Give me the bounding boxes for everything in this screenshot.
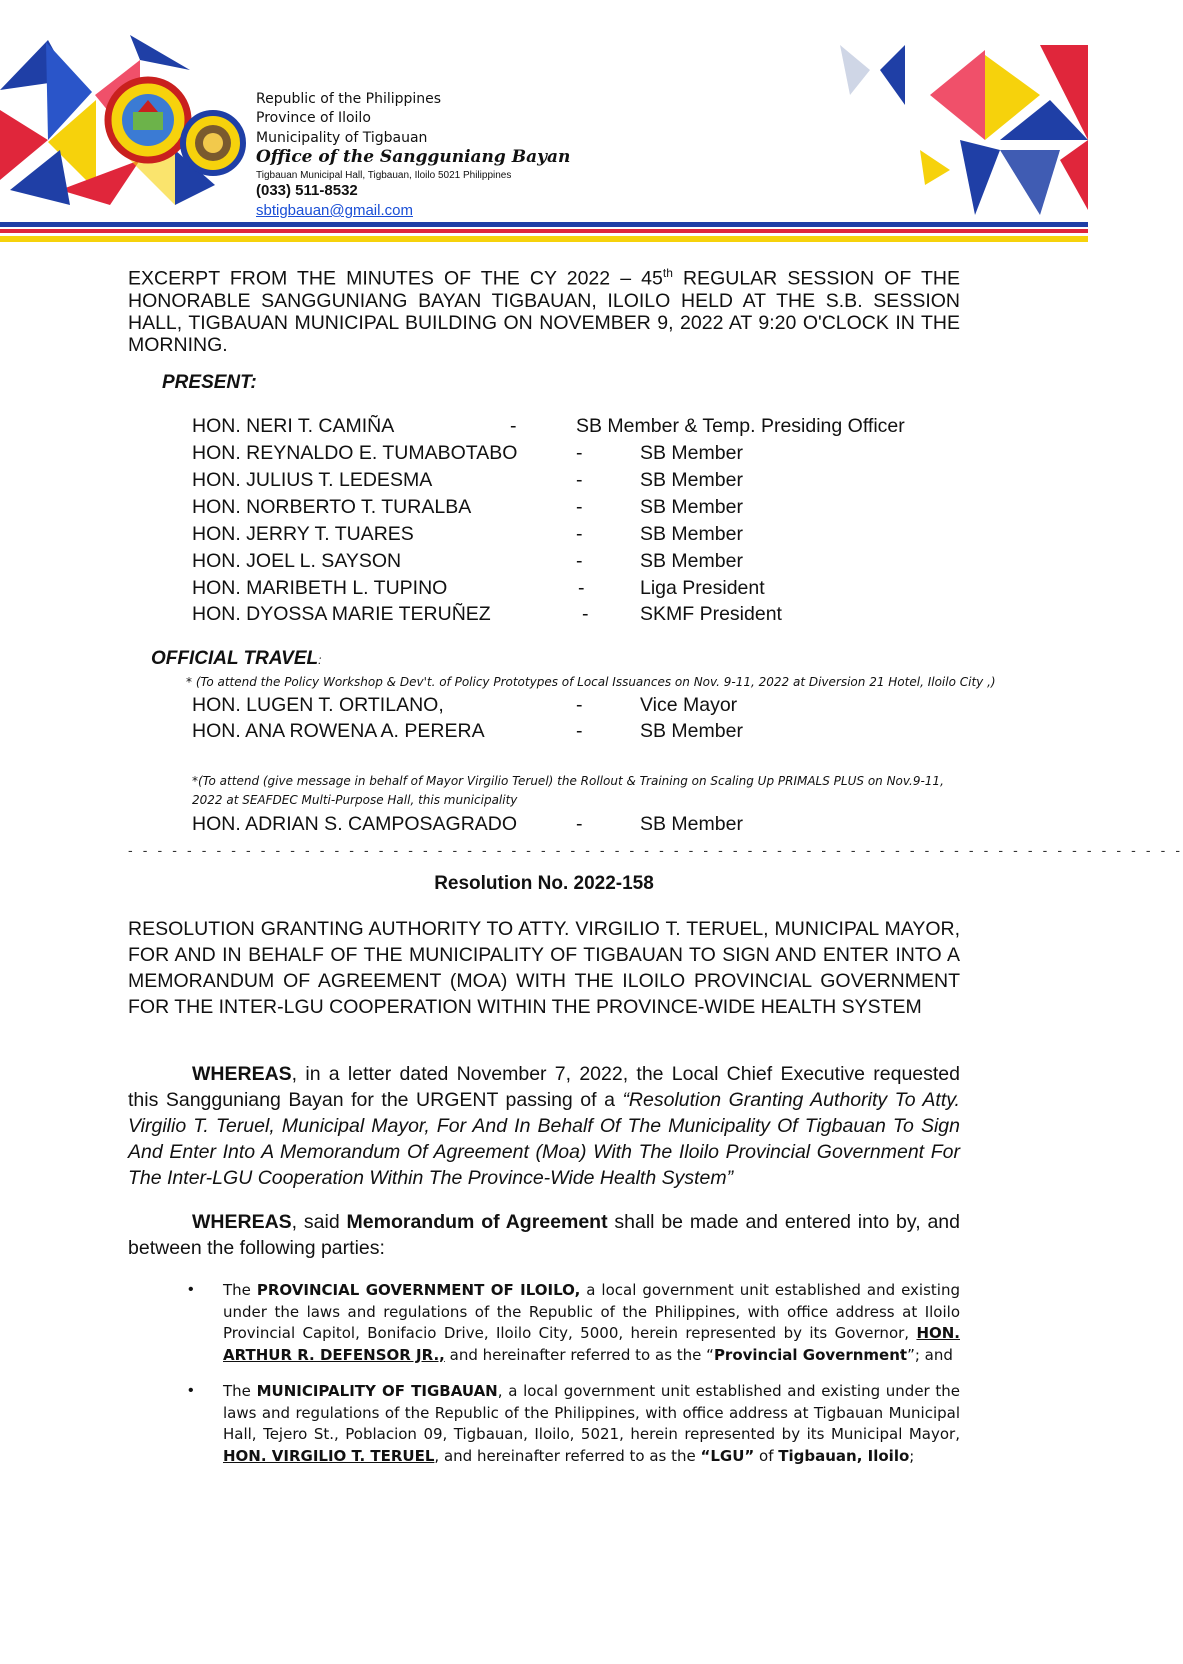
resolution-title: RESOLUTION GRANTING AUTHORITY TO ATTY. VIRGILIO T. TERUEL, MUNICIPAL MAYOR, FOR AND IN BEHALF OF THE MUNICIPALITY OF TIGBAUAN TO SIGN AND ENTER INTO A MEMORANDUM OF AGREEMENT (MOA) WITH THE ILOILO PROVINCIAL GOVERNMENT FOR THE INTER-LGU COOPERATION WITHIN THE PROVINCE-WIDE HEALTH SYSTEM	[128, 918, 960, 1018]
party-mid: a local government unit established and existing under the laws and regulations of the Republic of the Philippines, with office address at Iloilo Provincial Capitol, Bonifacio Drive, Iloilo City, 5000, herein represented by its Governor,	[223, 1281, 960, 1342]
travel-note-2: *(To attend (give message in behalf of Mayor Virgilio Teruel) the Rollout & Training on Scaling Up PRIMALS PLUS on Nov.9-11, 2022 at SEAFDEC Multi-Purpose Hall, this municipality	[192, 774, 944, 807]
whereas-lead: WHEREAS	[192, 1211, 292, 1233]
member-dash: -	[576, 720, 583, 742]
party-mid: , a local government unit established and existing under the laws and regulations of the Republic of the Philippines, with office address at Tigbauan Municipal Hall, Tejero St., Poblacion 09, Tigbauan, Iloilo, 5021, herein represented by its Municipal Mayor,	[223, 1382, 961, 1443]
red-stripe	[0, 229, 1088, 233]
list-item	[0, 523, 1088, 550]
travel-colon: :	[318, 653, 322, 667]
member-dash: -	[576, 813, 583, 835]
member-role: SB Member	[640, 496, 743, 518]
whereas-paragraph-1	[128, 1061, 960, 1191]
whereas-bold: Memorandum of Agreement	[346, 1211, 608, 1233]
member-role: Liga President	[640, 577, 765, 599]
municipality-seal-icon	[108, 80, 188, 160]
member-name: HON. NERI T. CAMIÑA	[192, 415, 395, 437]
party-rep: HON. VIRGILIO T. TERUEL	[223, 1446, 435, 1465]
sangguniang-bayan-seal-icon	[183, 113, 243, 173]
party-post: , and hereinafter referred to as the	[434, 1446, 701, 1465]
member-role: SB Member	[640, 550, 743, 572]
resolution-number: Resolution No. 2022-158	[434, 873, 654, 894]
member-role: SB Member	[640, 523, 743, 545]
whereas-text: shall be made and entered into by, and between the following parties:	[128, 1211, 960, 1259]
party-post: of	[754, 1446, 779, 1465]
excerpt-part2: REGULAR SESSION OF THE HONORABLE SANGGUNIANG BAYAN TIGBAUAN, ILOILO HELD AT THE S.B. SESSION HALL, TIGBAUAN MUNICIPAL BUILDING ON NOVEMBER 9, 2022 AT 9:20 O'CLOCK IN THE MORNING.	[128, 267, 960, 356]
list-item	[0, 442, 1088, 469]
party-tail: Tigbauan, Iloilo	[778, 1446, 910, 1465]
party-pre: The	[223, 1382, 257, 1400]
member-dash: -	[576, 442, 583, 464]
excerpt-sup: th	[662, 266, 673, 280]
official-travel-label	[151, 648, 321, 670]
list-item	[0, 577, 1088, 604]
member-name: HON. NORBERTO T. TURALBA	[192, 496, 472, 518]
section-separator: - - - - - - - - - - - - - - - - - - - - - - - - - - - - - - - - - - - - - - - - - - - - - - - - - - - - - - - - - - - - - - - - - - - - - - - -	[128, 842, 1183, 858]
party-entity: PROVINCIAL GOVERNMENT OF ILOILO,	[256, 1281, 581, 1299]
member-role: SKMF President	[640, 603, 782, 625]
member-dash: -	[576, 523, 583, 545]
party-rep: HON. ARTHUR R. DEFENSOR JR.,	[223, 1324, 960, 1364]
phone-number: (033) 511-8532	[256, 182, 358, 199]
header-line-municipality: Municipality of Tigbauan	[256, 130, 428, 146]
whereas-quote: “Resolution Granting Authority To Atty. Virgilio T. Teruel, Municipal Mayor, For And In Behalf Of The Municipality Of Tigbauan To Sign And Enter Into A Memorandum Of Agreement (Moa) With The Iloilo Provincial Government For The Inter-LGU Cooperation Within The Province-Wide Health System”	[128, 1089, 960, 1189]
excerpt-paragraph	[128, 262, 960, 356]
bullet-icon: •	[188, 1281, 194, 1298]
party-pre: The	[223, 1281, 257, 1299]
member-role: SB Member	[640, 720, 743, 742]
member-role: Vice Mayor	[640, 694, 738, 716]
member-name: HON. REYNALDO E. TUMABOTABO	[192, 442, 518, 464]
member-name: HON. JOEL L. SAYSON	[192, 550, 402, 572]
yellow-stripe	[0, 236, 1088, 242]
travel-note-1: * (To attend the Policy Workshop & Dev't. of Policy Prototypes of Local Issuances on Nov. 9-11, 2022 at Diversion 21 Hotel, Iloilo City ,)	[186, 675, 996, 689]
excerpt-part1: EXCERPT FROM THE MINUTES OF THE CY 2022 – 45	[128, 267, 663, 290]
list-item	[0, 550, 1088, 577]
party-entity: MUNICIPALITY OF TIGBAUAN	[256, 1382, 498, 1400]
whereas-text: , in a letter dated November 7, 2022, the Local Chief Executive requested this Sangguniang Bayan for the URGENT passing of a	[128, 1063, 960, 1111]
right-triangle-pattern	[840, 45, 1088, 215]
party-end: ;	[909, 1446, 915, 1465]
member-dash: -	[576, 694, 583, 716]
party-alias: Provincial Government	[713, 1345, 908, 1364]
list-item	[0, 603, 1088, 630]
member-dash: -	[576, 550, 583, 572]
whereas-lead: WHEREAS	[192, 1063, 292, 1085]
whereas-text: , said	[291, 1211, 347, 1233]
member-dash: -	[576, 496, 583, 518]
header-line-republic: Republic of the Philippines	[256, 91, 442, 107]
present-label: PRESENT:	[162, 372, 257, 393]
whereas-paragraph-2	[128, 1209, 960, 1261]
party-post: ”; and	[907, 1345, 953, 1364]
member-role: SB Member	[640, 813, 743, 835]
party-provincial	[223, 1280, 960, 1366]
party-post: and hereinafter referred to as the “	[444, 1345, 714, 1364]
header-line-province: Province of Iloilo	[256, 110, 371, 126]
member-role: SB Member	[640, 442, 743, 464]
list-item	[0, 415, 1088, 442]
list-item	[0, 694, 1088, 721]
travel-label-text: OFFICIAL TRAVEL	[151, 648, 319, 669]
office-title: Office of the Sangguniang Bayan	[256, 147, 571, 167]
member-dash: -	[576, 469, 583, 491]
list-item	[0, 469, 1088, 496]
party-municipality	[223, 1381, 960, 1467]
member-name: HON. DYOSSA MARIE TERUÑEZ	[192, 603, 491, 625]
list-item	[0, 496, 1088, 523]
member-dash: -	[582, 603, 589, 625]
member-dash: -	[510, 415, 517, 437]
member-dash: -	[578, 577, 585, 599]
member-name: HON. LUGEN T. ORTILANO,	[192, 694, 444, 716]
header-artwork	[0, 0, 1088, 250]
member-role: SB Member & Temp. Presiding Officer	[576, 415, 905, 437]
blue-stripe	[0, 222, 1088, 227]
list-item	[0, 813, 1088, 840]
member-name: HON. ANA ROWENA A. PERERA	[192, 720, 485, 742]
member-name: HON. JULIUS T. LEDESMA	[192, 469, 433, 491]
list-item	[0, 720, 1088, 747]
member-name: HON. MARIBETH L. TUPINO	[192, 577, 448, 599]
hall-address: Tigbauan Municipal Hall, Tigbauan, Iloilo 5021 Philippines	[256, 170, 512, 181]
bullet-icon: •	[188, 1382, 194, 1399]
party-alias: “LGU”	[700, 1446, 755, 1465]
email-link[interactable]: sbtigbauan@gmail.com	[256, 202, 413, 219]
member-role: SB Member	[640, 469, 743, 491]
member-name: HON. ADRIAN S. CAMPOSAGRADO	[192, 813, 518, 835]
member-name: HON. JERRY T. TUARES	[192, 523, 414, 545]
